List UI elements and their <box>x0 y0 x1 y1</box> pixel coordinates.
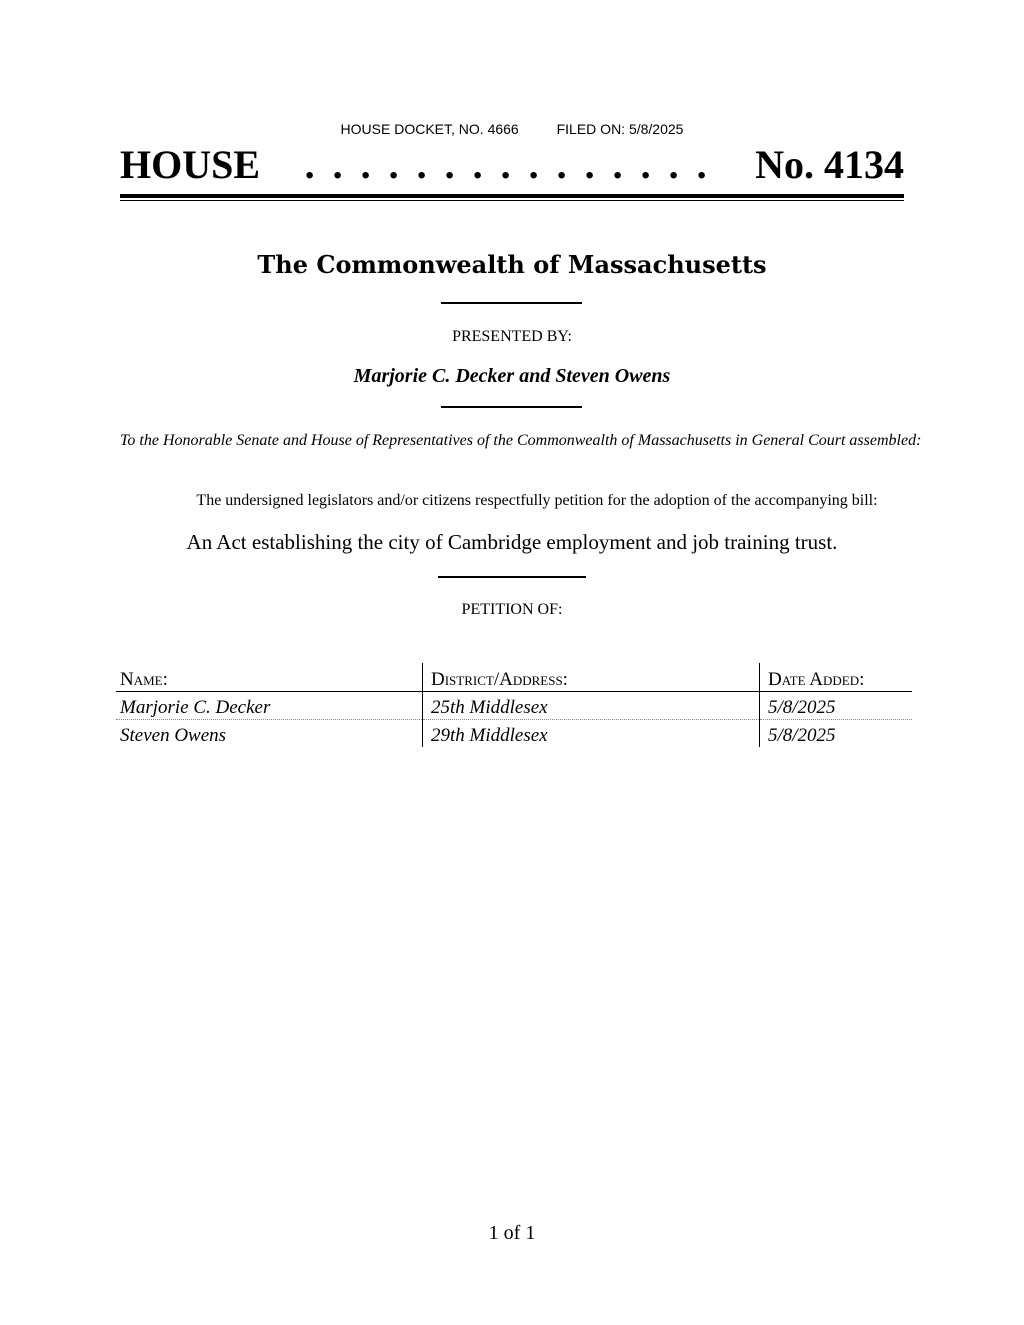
petitioner-name: Marjorie C. Decker <box>116 692 423 720</box>
petitioner-district: 29th Middlesex <box>423 720 760 748</box>
bill-heading <box>120 140 904 190</box>
divider <box>441 406 582 408</box>
leader-dots: . . . . . . . . . . . . . . . <box>304 142 711 187</box>
petitioner-date: 5/8/2025 <box>760 692 913 720</box>
column-header-date: Date Added: <box>760 663 913 692</box>
docket-number: HOUSE DOCKET, NO. 4666 <box>340 121 519 137</box>
petitioner-district: 25th Middlesex <box>423 692 760 720</box>
bill-number: No. 4134 <box>755 142 904 187</box>
column-header-name: Name: <box>116 663 423 692</box>
presented-by-label: PRESENTED BY: <box>452 328 572 345</box>
table-row <box>116 720 912 748</box>
petition-of-label: PETITION OF: <box>461 601 563 618</box>
table-row <box>116 692 912 720</box>
petition-statement: The undersigned legislators and/or citizens respectfully petition for the adoption of the accompanying bill: <box>196 492 878 509</box>
address-salutation: To the Honorable Senate and House of Representatives of the Commonwealth of Massachusetts in General Court assembled: <box>120 432 922 449</box>
table-header-row <box>116 663 912 692</box>
heading-rule-thick <box>120 194 904 198</box>
commonwealth-title: The Commonwealth of Massachusetts <box>257 250 767 279</box>
divider <box>438 576 586 578</box>
docket-line <box>0 121 1024 137</box>
chamber-label: HOUSE <box>120 142 261 187</box>
petitioner-date: 5/8/2025 <box>760 720 913 748</box>
sponsors: Marjorie C. Decker and Steven Owens <box>353 365 671 387</box>
petitioner-name: Steven Owens <box>120 725 227 746</box>
petitioners-table <box>116 663 912 747</box>
divider <box>441 302 582 304</box>
column-header-district: District/Address: <box>423 663 760 692</box>
page-number: 1 of 1 <box>488 1222 536 1244</box>
filed-date: FILED ON: 5/8/2025 <box>556 121 684 137</box>
act-title: An Act establishing the city of Cambridge employment and job training trust. <box>186 530 838 554</box>
heading-rule-thin <box>120 200 904 201</box>
